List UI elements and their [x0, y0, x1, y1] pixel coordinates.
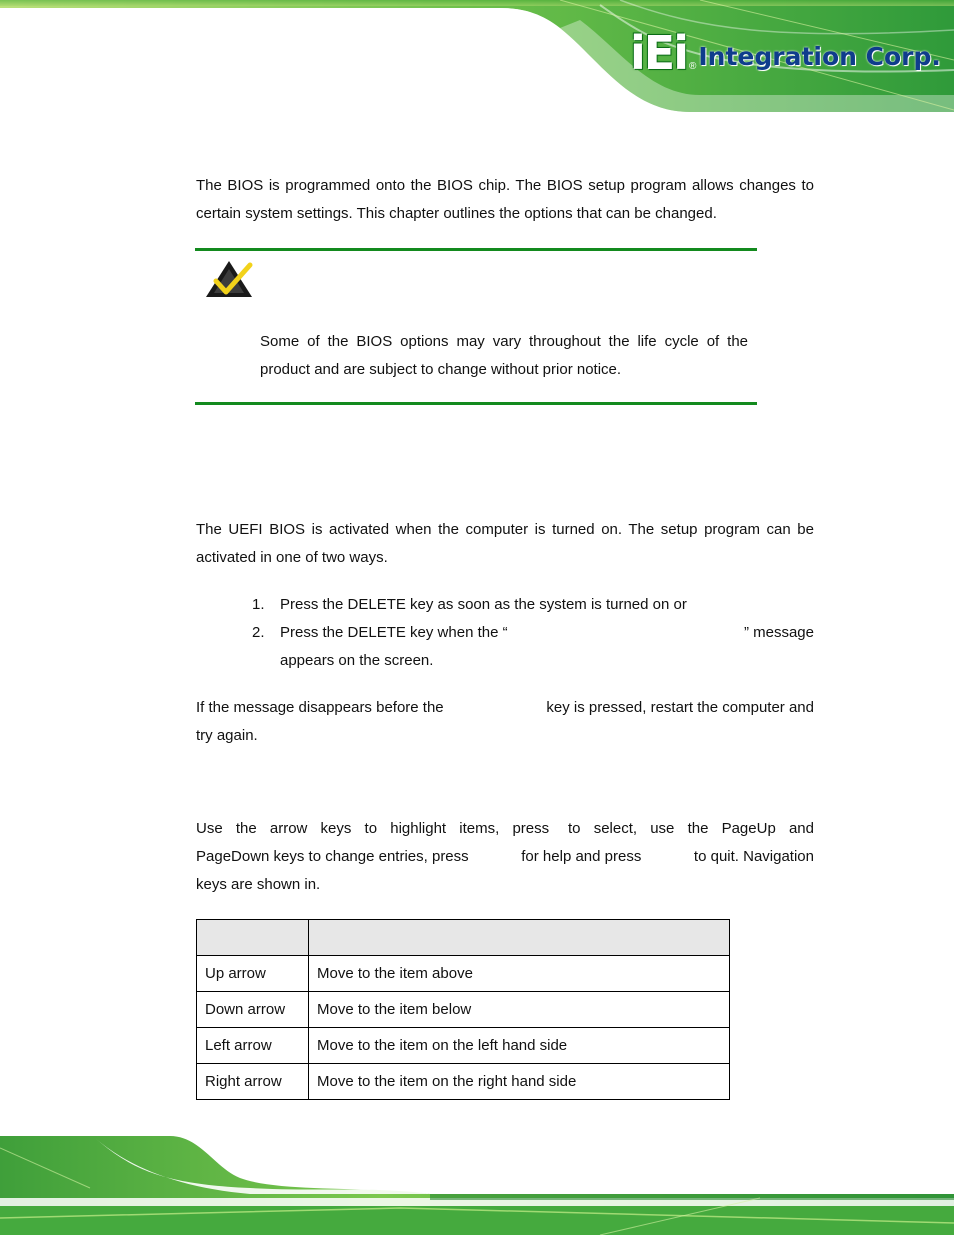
- start-paragraph: The UEFI BIOS is activated when the computer is turned on. The setup program can be activated in one of two ways.: [196, 521, 814, 566]
- table-header-row: [197, 920, 730, 956]
- navigation-line-3: [196, 871, 814, 899]
- table-row: [197, 992, 730, 1028]
- note-text: Some of the BIOS options may vary throughout the life cycle of the product and are subject to change without prior notice.: [260, 333, 748, 378]
- list-number: 1.: [252, 596, 265, 613]
- checkmark-warning-icon: [204, 259, 254, 304]
- retry-line-1: [196, 694, 814, 722]
- logo-registered-mark: ®: [688, 61, 697, 72]
- navigation-keys-table: [196, 919, 730, 1100]
- table-cell-function: Move to the item on the right hand side: [309, 1064, 730, 1100]
- footer-graphic: [0, 1128, 954, 1235]
- table-row: [197, 956, 730, 992]
- list-text-line: [280, 619, 814, 647]
- table-cell-function: Move to the item above: [309, 956, 730, 992]
- nav-text-seg2b: PageDown keys to change entries, press: [196, 848, 469, 865]
- nav-text-seg3: for help and press: [521, 848, 642, 865]
- table-row: [197, 1064, 730, 1100]
- company-logo: [630, 26, 941, 80]
- list-text: Press the DELETE key as soon as the system is turned on or: [280, 596, 687, 613]
- table-header-function: [309, 920, 730, 956]
- retry-paragraph: [196, 694, 814, 750]
- logo-mark: iEi: [630, 26, 687, 80]
- table-cell-key: Up arrow: [197, 956, 309, 992]
- table-cell-key: Right arrow: [197, 1064, 309, 1100]
- logo-text: Integration Corp.: [698, 42, 941, 71]
- navigation-paragraph: [196, 815, 814, 899]
- table-cell-key: Left arrow: [197, 1028, 309, 1064]
- list-text-pre: Press the DELETE key when the “: [280, 624, 508, 641]
- intro-paragraph: The BIOS is programmed onto the BIOS chip. The BIOS setup program allows changes to certain system settings. This chapter outlines the options that can be changed.: [196, 177, 814, 222]
- list-number: 2.: [252, 624, 265, 641]
- table-cell-function: Move to the item on the left hand side: [309, 1028, 730, 1064]
- nav-text-seg4b: keys are shown in.: [196, 876, 321, 893]
- navigation-line-1: [196, 815, 814, 843]
- list-text-post: ” message: [743, 624, 814, 641]
- table-header-key: [197, 920, 309, 956]
- footer-banner: [0, 1128, 954, 1235]
- list-text: appears on the screen.: [280, 652, 434, 669]
- retry-text-pre: If the message disappears before the: [196, 699, 444, 716]
- navigation-line-2: [196, 843, 814, 871]
- nav-text-seg2a: to select, use the PageUp and: [568, 820, 814, 837]
- retry-text-continued: try again.: [196, 727, 258, 744]
- header-banner: [0, 0, 954, 112]
- nav-text-seg1: Use the arrow keys to highlight items, press: [196, 820, 550, 837]
- nav-text-seg4a: to quit. Navigation: [693, 848, 814, 865]
- retry-line-2: [196, 722, 814, 750]
- note-box: [195, 248, 757, 405]
- table-cell-key: Down arrow: [197, 992, 309, 1028]
- table-cell-function: Move to the item below: [309, 992, 730, 1028]
- retry-text-post: key is pressed, restart the computer and: [546, 699, 814, 716]
- table-row: [197, 1028, 730, 1064]
